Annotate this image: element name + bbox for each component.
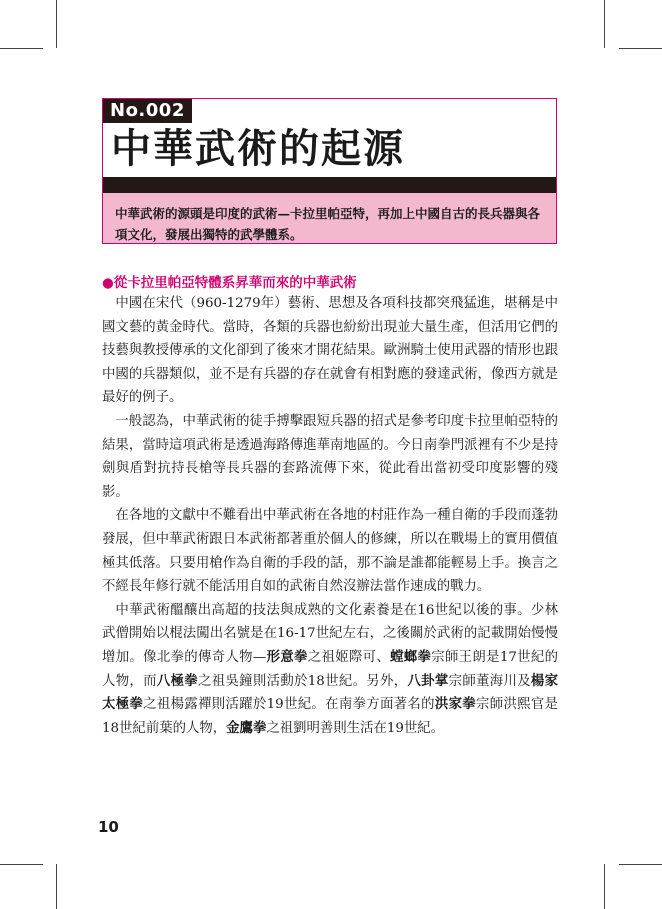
page-number: 10	[98, 818, 119, 836]
martial-art-term: 螳螂拳	[390, 649, 432, 665]
crop-mark	[619, 48, 662, 49]
paragraph: 中國在宋代（960-1279年）藝術、思想及各項科技都突飛猛進，堪稱是中國文藝的黃金時代。當時，各類的兵器也紛紛出現並大量生產，但活用它們的技藝與教授傳承的文化卻到了後來才開花結果。歐洲騎士使用武器的情形也跟中國的兵器類似，並不是有兵器的存在就會有相對應的發達武術，像西方就是最好的例子。	[102, 296, 558, 406]
martial-art-term: 八極拳	[156, 673, 199, 689]
martial-art-term: 洪家拳	[434, 697, 477, 713]
crop-mark	[56, 0, 57, 48]
article-body	[102, 292, 558, 740]
text-run: 之祖楊露禪則活躍於19世紀。在南拳方面著名的	[143, 697, 435, 713]
text-run: 之祖姬際可、	[307, 649, 391, 665]
chapter-header	[102, 98, 557, 244]
crop-mark	[0, 864, 43, 865]
crop-mark	[0, 48, 43, 49]
martial-art-term: 八卦掌	[407, 673, 449, 689]
paragraph: 一般認為，中華武術的徒手搏擊跟短兵器的招式是參考印度卡拉里帕亞特的結果，當時這項武術是透過海路傳進華南地區的。今日南拳門派裡有不少是持劍與盾對抗持長槍等長兵器的套路流傳下來，從此看出當初受印度影響的殘影。	[102, 413, 558, 500]
crop-mark	[604, 0, 605, 48]
paragraph	[102, 599, 558, 741]
crop-mark	[604, 864, 605, 909]
chapter-summary: 中華武術的源頭是印度的武術—卡拉里帕亞特，再加上中國自古的長兵器與各項文化，發展出獨特的武學體系。	[103, 193, 556, 243]
text-run: 宗師王朗是17世紀的人物，而	[102, 649, 559, 689]
crop-mark	[56, 864, 57, 909]
text-run: 宗師洪熙官是18世紀前葉的人物，	[102, 697, 559, 736]
crop-mark	[619, 864, 662, 865]
martial-art-term: 楊家太極拳	[102, 673, 559, 713]
martial-art-term: 金鷹拳	[226, 720, 267, 736]
paragraph: 在各地的文獻中不難看出中華武術在各地的村莊作為一種自衛的手段而蓬勃發展，但中華武術跟日本武術都著重於個人的修練，所以在戰場上的實用價值極其低落。只要用槍作為自衛的手段的話，那不論是誰都能輕易上手。換言之不經長年修行就不能活用自如的武術自然沒辦法當作速成的戰力。	[102, 508, 558, 595]
section-heading: ●從卡拉里帕亞特體系昇華而來的中華武術	[102, 275, 357, 291]
text-run: 之祖吳鐘則活動於18世紀。另外，	[198, 673, 408, 689]
text-run: 之祖劉明善則生活在19世紀。	[266, 720, 445, 736]
chapter-title: 中華武術的起源	[111, 126, 405, 172]
martial-art-term: 形意拳	[266, 649, 308, 665]
chapter-number-badge: No.002	[103, 99, 192, 123]
text-run: 宗師董海川及	[448, 673, 531, 689]
header-divider-bar	[103, 177, 556, 193]
text-run: 中華武術醞釀出高超的技法與成熟的文化素養是在16世紀以後的事。少林武僧開始以棍法闖出名號是在16-17世紀左右，之後關於武術的記載開始慢慢增加。像北拳的傳奇人物—	[102, 602, 558, 665]
